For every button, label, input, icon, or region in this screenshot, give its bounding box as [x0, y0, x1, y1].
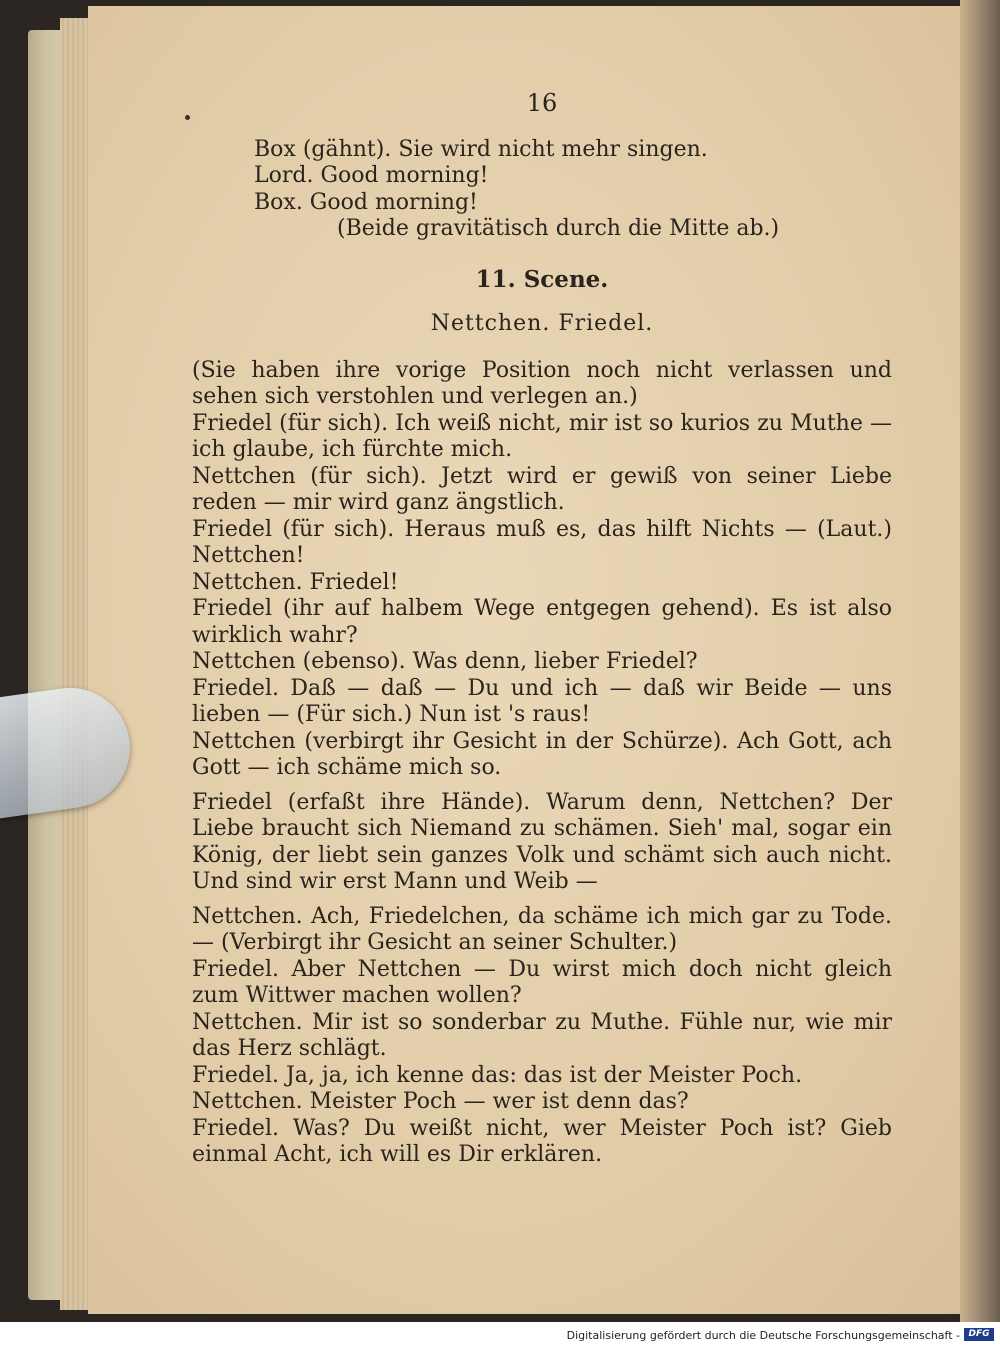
funding-credit: Digitalisierung gefördert durch die Deutsche Forschungsgemeinschaft - — [566, 1329, 960, 1342]
dialogue-line: Box. Good morning! — [254, 189, 478, 215]
footer-bar — [0, 1324, 1000, 1346]
dialogue-paragraph: Friedel. Ja, ja, ich kenne das: das ist der Meister Poch. — [192, 1062, 803, 1088]
stage-direction: (Sie haben ihre vorige Position noch nicht verlassen und sehen sich verstohlen und verlegen an.) — [192, 357, 892, 409]
dialogue-paragraph: Friedel. Daß — daß — Du und ich — daß wir Beide — uns lieben — (Für sich.) Nun ist 's raus! — [192, 675, 892, 727]
dialogue-paragraph: Nettchen. Mir ist so sonderbar zu Muthe. Fühle nur, wie mir das Herz schlägt. — [192, 1009, 892, 1061]
dialogue-line: Lord. Good morning! — [254, 163, 489, 188]
dialogue-paragraph: Nettchen (ebenso). Was denn, lieber Friedel? — [192, 649, 698, 674]
scene-heading: 11. Scene. — [475, 265, 609, 293]
scene-persons: Nettchen. Friedel. — [430, 311, 654, 336]
dialogue-paragraph: Friedel (für sich). Ich weiß nicht, mir ist so kurios zu Muthe — ich glaube, ich fürchte mich. — [192, 410, 892, 462]
stage-direction: (Beide gravitätisch durch die Mitte ab.) — [337, 216, 780, 241]
page-mark-dot — [185, 115, 190, 120]
dialogue-paragraph: Nettchen. Meister Poch — wer ist denn das? — [192, 1089, 689, 1114]
dialogue-paragraph: Nettchen (verbirgt ihr Gesicht in der Schürze). Ach Gott, ach Gott — ich schäme mich so. — [192, 728, 892, 780]
dialogue-paragraph: Friedel (für sich). Heraus muß es, das hilft Nichts — (Laut.) Nettchen! — [192, 516, 892, 568]
dialogue-paragraph: Nettchen (für sich). Jetzt wird er gewiß von seiner Liebe reden — mir wird ganz ängstlich. — [192, 463, 892, 515]
dialogue-paragraph: Friedel. Aber Nettchen — Du wirst mich doch nicht gleich zum Wittwer machen wollen? — [192, 956, 892, 1008]
dialogue-line: Box (gähnt). Sie wird nicht mehr singen. — [254, 136, 708, 162]
page-text — [192, 90, 892, 1169]
dialogue-paragraph: Friedel. Was? Du weißt nicht, wer Meister Poch ist? Gieb einmal Acht, ich will es Dir erklären. — [192, 1115, 892, 1167]
dialogue-paragraph: Friedel (erfaßt ihre Hände). Warum denn, Nettchen? Der Liebe braucht sich Niemand zu schämen. Sieh' mal, sogar ein König, der liebt sein ganzes Volk und schämt sich auch nicht. Und sind wir erst Mann und Weib — — [192, 789, 892, 894]
page-number: 16 — [526, 89, 558, 117]
book-spine — [960, 0, 1000, 1322]
dialogue-paragraph: Friedel (ihr auf halbem Wege entgegen gehend). Es ist also wirklich wahr? — [192, 596, 892, 648]
dialogue-paragraph: Nettchen. Ach, Friedelchen, da schäme ich mich gar zu Tode. — (Verbirgt ihr Gesicht an seiner Schulter.) — [192, 903, 892, 955]
dfg-logo: DFG — [964, 1328, 994, 1341]
dialogue-paragraph: Nettchen. Friedel! — [192, 569, 399, 595]
